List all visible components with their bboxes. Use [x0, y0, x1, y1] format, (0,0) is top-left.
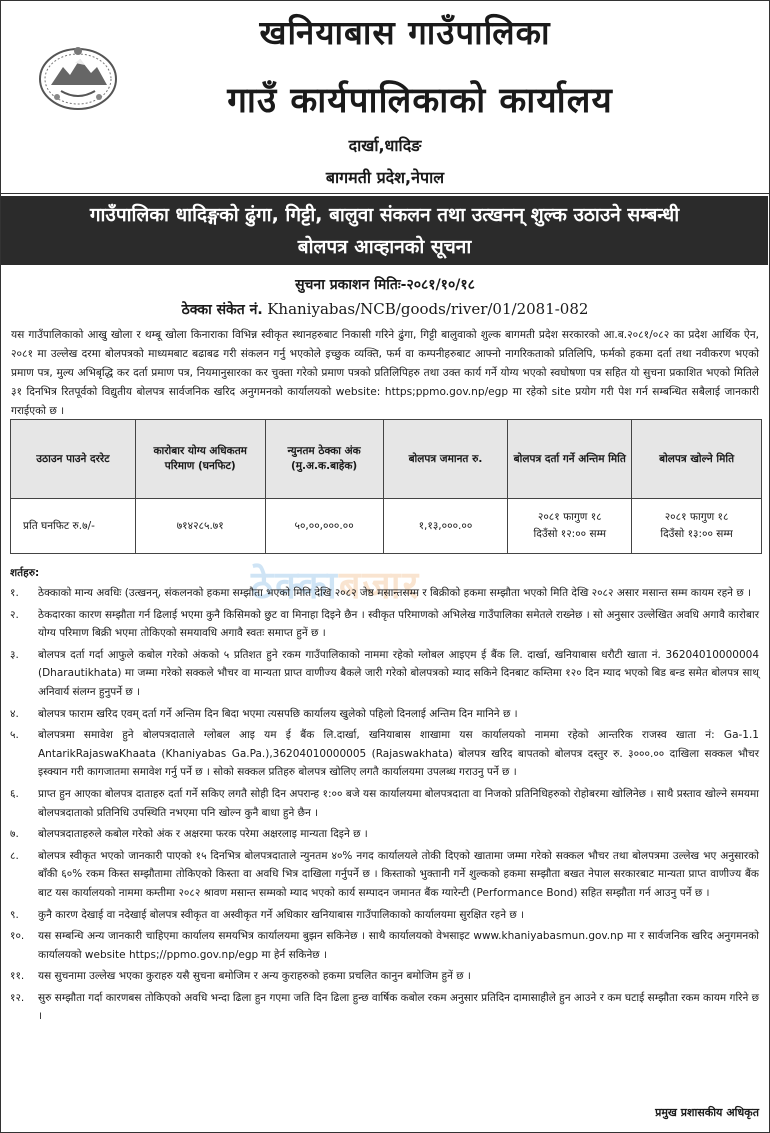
list-item	[10, 967, 759, 986]
office-title: गाउँ कार्यपालिकाको कार्यालय	[227, 81, 613, 121]
term-text: ठेक्काको मान्य अवधिः (उत्खनन्, संकलनको हकमा सम्झौता भएको मिति देखि २०८२ जेष्ठ मसान्तसम्म र बिक्रीको हकमा सम्झौता भएको मिति देखि २०८२ असार मसान्त सम्म कायम रहने छ ।	[38, 587, 751, 599]
publication-date: सुचना प्रकाशन मितिः-२०८१/१०/१८	[295, 277, 475, 293]
terms-list	[10, 584, 759, 1029]
table-row	[11, 499, 762, 554]
reference-code: Khaniyabas/NCB/goods/river/01/2081-082	[267, 300, 589, 318]
term-number: ४.	[10, 707, 19, 720]
term-text: ठेकदारका कारण सम्झौता गर्न ढिलाई भएमा कुनै किसिमको छुट वा मिनाहा दिइने छैन । स्वीकृत परिमाणको अभिलेख गाउँपालिका समेतले राख्नेछ । सो अनुसार उल्लेखित अवधि अगावै कारोबार योग्य परिमाण बिक्री भएमा तोकिएको समयावधि अगावै स्वतः समाप्त हुनें छ ।	[38, 608, 759, 640]
term-text: बोलपत्र स्वीकृत भएको जानकारी पाएको १५ दिनभित्र बोलपत्रदाताले न्युनतम ४०% नगद कार्यालयले तोकी दिएको खातामा जम्मा गरेको सक्कल भौचर तथा बोलपत्रमा उल्लेख भए अनुसारको बाँकी ६०% रकम किस्त सम्झौतामा तोकिएको किस्ता वा अवधि भित्र दाखिला गर्नुपर्ने छ । किस्ताको भुक्तानी गर्ने शुल्कको हकमा सम्झौता बखत नेपाल सरकारबाट मान्यता प्राप्त वाणीज्य बैंक बाट यस कार्यालयको नाममा कम्तीमा २०८२ श्रावण मसान्त सम्मको म्याद भएको कार्य सम्पादन जमानत बैंक ग्यारेन्टी (Performance Bond) सहित सम्झौता गर्न आउनु पर्ने छ ।	[38, 849, 759, 899]
header-min-amount: न्युनतम ठेक्का अंक (मु.अ.क.बाहेक)	[265, 420, 383, 499]
term-text: प्राप्त हुन आएका बोलपत्र दाताहरु दर्ता गर्ने सकिए लगतै सोही दिन अपरान्ह १:०० बजे यस कार्यालयमा बोलपत्रदाता वा निजको प्रतिनिधिहरुको रोहोबरमा खोलिनेछ । साथै प्रस्ताव खोल्ने समयमा बोलपत्रदाताको प्रतिनिधि उपस्थिति नभएमा पनि खोल्न कुनै बाधा हुने छैन ।	[38, 787, 759, 819]
term-text: बोलपत्रदाताहरुले कबोल गरेको अंक र अक्षरमा फरक परेमा अक्षरलाइ मान्यता दिइने छ ।	[38, 828, 368, 841]
header-last-date: बोलपत्र दर्ता गर्ने अन्तिम मिति	[508, 420, 632, 499]
term-number: ३.	[10, 648, 19, 661]
term-number: ७.	[10, 828, 19, 841]
term-number: ९.	[10, 908, 19, 921]
header-quantity: कारोबार योग्य अधिकतम परिमाण (घनफिट)	[135, 420, 265, 499]
term-number: ५.	[10, 729, 19, 742]
open-time: दिउँसो १३:०० सम्म	[660, 528, 733, 540]
term-number: ११.	[10, 970, 25, 983]
cell-bid-bond: १,१३,०००.००	[383, 499, 508, 554]
term-text: बोलपत्रमा समावेश हुने बोलपत्रदाताले ग्लोबल आइ यम ई बैंक लि.दार्खा, खनियाबास शाखामा यस कार्यालयको नाममा रहेको आन्तरिक राजस्व खाता नं: Ga-1.1 AntarikRajaswaKhaata (Khaniyabas Ga.Pa.),36204010000005 (Rajaswakhata) बोलपत्र खरिद बापतको बोलपत्र दस्तुर रु. ३०००.०० दाखिला सक्कल भौचर इस्क्यान गरी कागजातमा समावेश गर्नु पर्ने छ । सोको सक्कल प्रतिहरु बोलपत्र खोलिए लगतै कार्यालयमा उपलब्ध गराउनु पर्ने छ ।	[38, 729, 759, 779]
list-item	[10, 825, 759, 844]
list-item	[10, 847, 759, 903]
list-item	[10, 646, 759, 702]
header-open-date: बोलपत्र खोल्ने मिति	[632, 420, 762, 499]
list-item	[10, 584, 759, 603]
cell-quantity: ७१४२८५.७१	[135, 499, 265, 554]
term-text: बोलपत्र फाराम खरिद एवम् दर्ता गर्ने अन्तिम दिन बिदा भएमा त्यसपछि कार्यालय खुलेको पहिलो दिनलाई अन्तिम दिन मानिने छ ।	[38, 707, 518, 720]
reference-label: ठेक्का संकेत नं.	[181, 302, 263, 318]
last-time: दिउँसो १२:०० सम्म	[533, 528, 606, 540]
tender-reference	[1, 300, 769, 319]
list-item	[10, 606, 759, 643]
term-number: १०.	[10, 930, 25, 943]
term-number: १२.	[10, 991, 25, 1004]
cell-open-date	[632, 499, 762, 554]
list-item	[10, 705, 759, 724]
bid-table	[10, 419, 762, 554]
term-number: ८.	[10, 849, 19, 862]
term-number: २.	[10, 608, 19, 621]
header-bid-bond: बोलपत्र जमानत रु.	[383, 420, 508, 499]
terms-heading: शर्तहरु:	[10, 567, 40, 579]
term-number: १.	[10, 587, 19, 599]
list-item	[10, 906, 759, 925]
list-item	[10, 989, 759, 1026]
last-date: २०८१ फागुण १८	[537, 511, 602, 523]
list-item	[10, 927, 759, 964]
term-text: सुरु सम्झौता गर्दा कारणबस तोकिएको अवधि भन्दा ढिला हुन गएमा जति दिन ढिला हुन्छ वार्षिक कबोल रकम अनुसार प्रतिदिन दामासाहीले हुन आउने र कम घटाई सम्झौता रकम कायम गरिने छ ।	[38, 991, 759, 1023]
term-text: यस सुचनामा उल्लेख भएका कुराहरु यसै सुचना बमोजिम र अन्य कुराहरुको हकमा प्रचलित कानुन बमोजिम हुनें छ ।	[38, 970, 471, 983]
signatory-title: प्रमुख प्रशासकीय अधिकृत	[655, 1106, 759, 1119]
watermark-part-1: ठेक्का	[251, 563, 339, 607]
term-text: बोलपत्र दर्ता गर्दा आफुले कबोल गरेको अंकको ५ प्रतिशत हुने रकम गाउँपालिकाको नाममा रहेको ग्लोबल आइएम ई बैंक लि. दार्खा, खनियाबास धरौटी खाता नं. 36204010000004 (Dharautikhata) मा जम्मा गरेको सक्कले भौचर वा मान्यता प्राप्त वाणीज्य बैकले जारी गरेको बोलपत्रको म्याद सकिने दिनबाट कम्तिमा १२० दिन म्याद भएको बिड बन्ड समेत बोलपत्र साथ् अनिवार्य संलग्न हुनुपर्ने छ ।	[38, 648, 759, 698]
list-item	[10, 785, 759, 822]
header-rate: उठाउन पाउने दररेट	[11, 420, 136, 499]
banner-line-1: गाउँपालिका धादिङ्गको ढुंगा, गिट्टी, बालुवा संकलन तथा उत्खनन् शुल्क उठाउने सम्बन्धी	[89, 204, 680, 226]
term-number: ६.	[10, 787, 19, 800]
open-date: २०८१ फागुण १८	[664, 511, 729, 523]
list-item	[10, 726, 759, 782]
watermark-part-2: बजार	[338, 563, 421, 607]
notice-banner	[1, 196, 768, 265]
nepal-emblem-icon	[37, 41, 119, 111]
term-text: यस सम्बन्धि अन्य जानकारी चाहिएमा कार्यालय समयभित्र कार्यालयमा बुझन सकिनेछ । साथै कार्यालयको वेभसाइट www.khaniyabasmun.gov.np मा र सार्वजनिक खरिद अनुगमनको कार्यालयको website https;//ppmo.gov.np/egp मा हेर्न सकिनेछ ।	[38, 930, 759, 961]
banner-line-2: बोलपत्र आव्हानको सूचना	[297, 236, 472, 258]
address-line-2: बागमती प्रदेश,नेपाल	[325, 168, 445, 187]
notice-header	[1, 1, 769, 194]
term-text: कुनै कारण देखाई वा नदेखाई बोलपत्र स्वीकृत वा अस्वीकृत गर्ने अधिकार खनियाबास गाउँपालिकाको कार्यालयमा सुरक्षित रहने छ ।	[38, 908, 525, 921]
municipality-title: खनियाबास गाउँपालिका	[259, 13, 551, 52]
table-header-row	[11, 420, 762, 499]
cell-min-amount: ५०,००,०००.००	[265, 499, 383, 554]
cell-last-date	[508, 499, 632, 554]
address-line-1: दार्खा,धादिङ	[348, 136, 422, 155]
cell-rate: प्रति घनफिट रु.७/-	[11, 499, 136, 554]
intro-paragraph: यस गाउँपालिकाको आखु खोला र थम्बू खोला किनाराका विभिन्न स्वीकृत स्थानहरुबाट निकासी गरिने ढुंगा, गिट्टी बालुवाको शुल्क बागमती प्रदेश सरकारको आ.ब.२०८१/०८२ का प्रदेश आर्थिक ऐन, २०८१ मा उल्लेख दरमा बोलपत्रको माध्यमबाट बढाबढ गरी संकलन गर्नु भएकोले इच्छुक व्यक्ति, फर्म वा कम्पनीहरुबाट आफ्नो नागरिकताको प्रतिलिपि, फर्मको हकमा दर्ता तथा नवीकरण भएको प्रमाण पत्र, मुल्य अभिबृद्धि कर दर्ता प्रमाण पत्र, नियमानुसारका कर चुक्ता गरेको प्रमाण पत्रको प्रतिलिपिहरु तथा उक्त कार्य गर्ने योग्य भएको स्वघोषणा पत्र सहित यो सुचना प्रकाशित भएको मितिले ३१ दिनभित्र रितपूर्वको विद्युतीय बोलपत्र सार्वजनिक खरिद अनुगमनको कार्यालयको website: https;ppmo.gov.np/egp मा रहेको site प्रयोग गरी पेश गर्न सम्बन्धित सबैलाई जानकारी गराईएको छ ।	[11, 329, 759, 417]
